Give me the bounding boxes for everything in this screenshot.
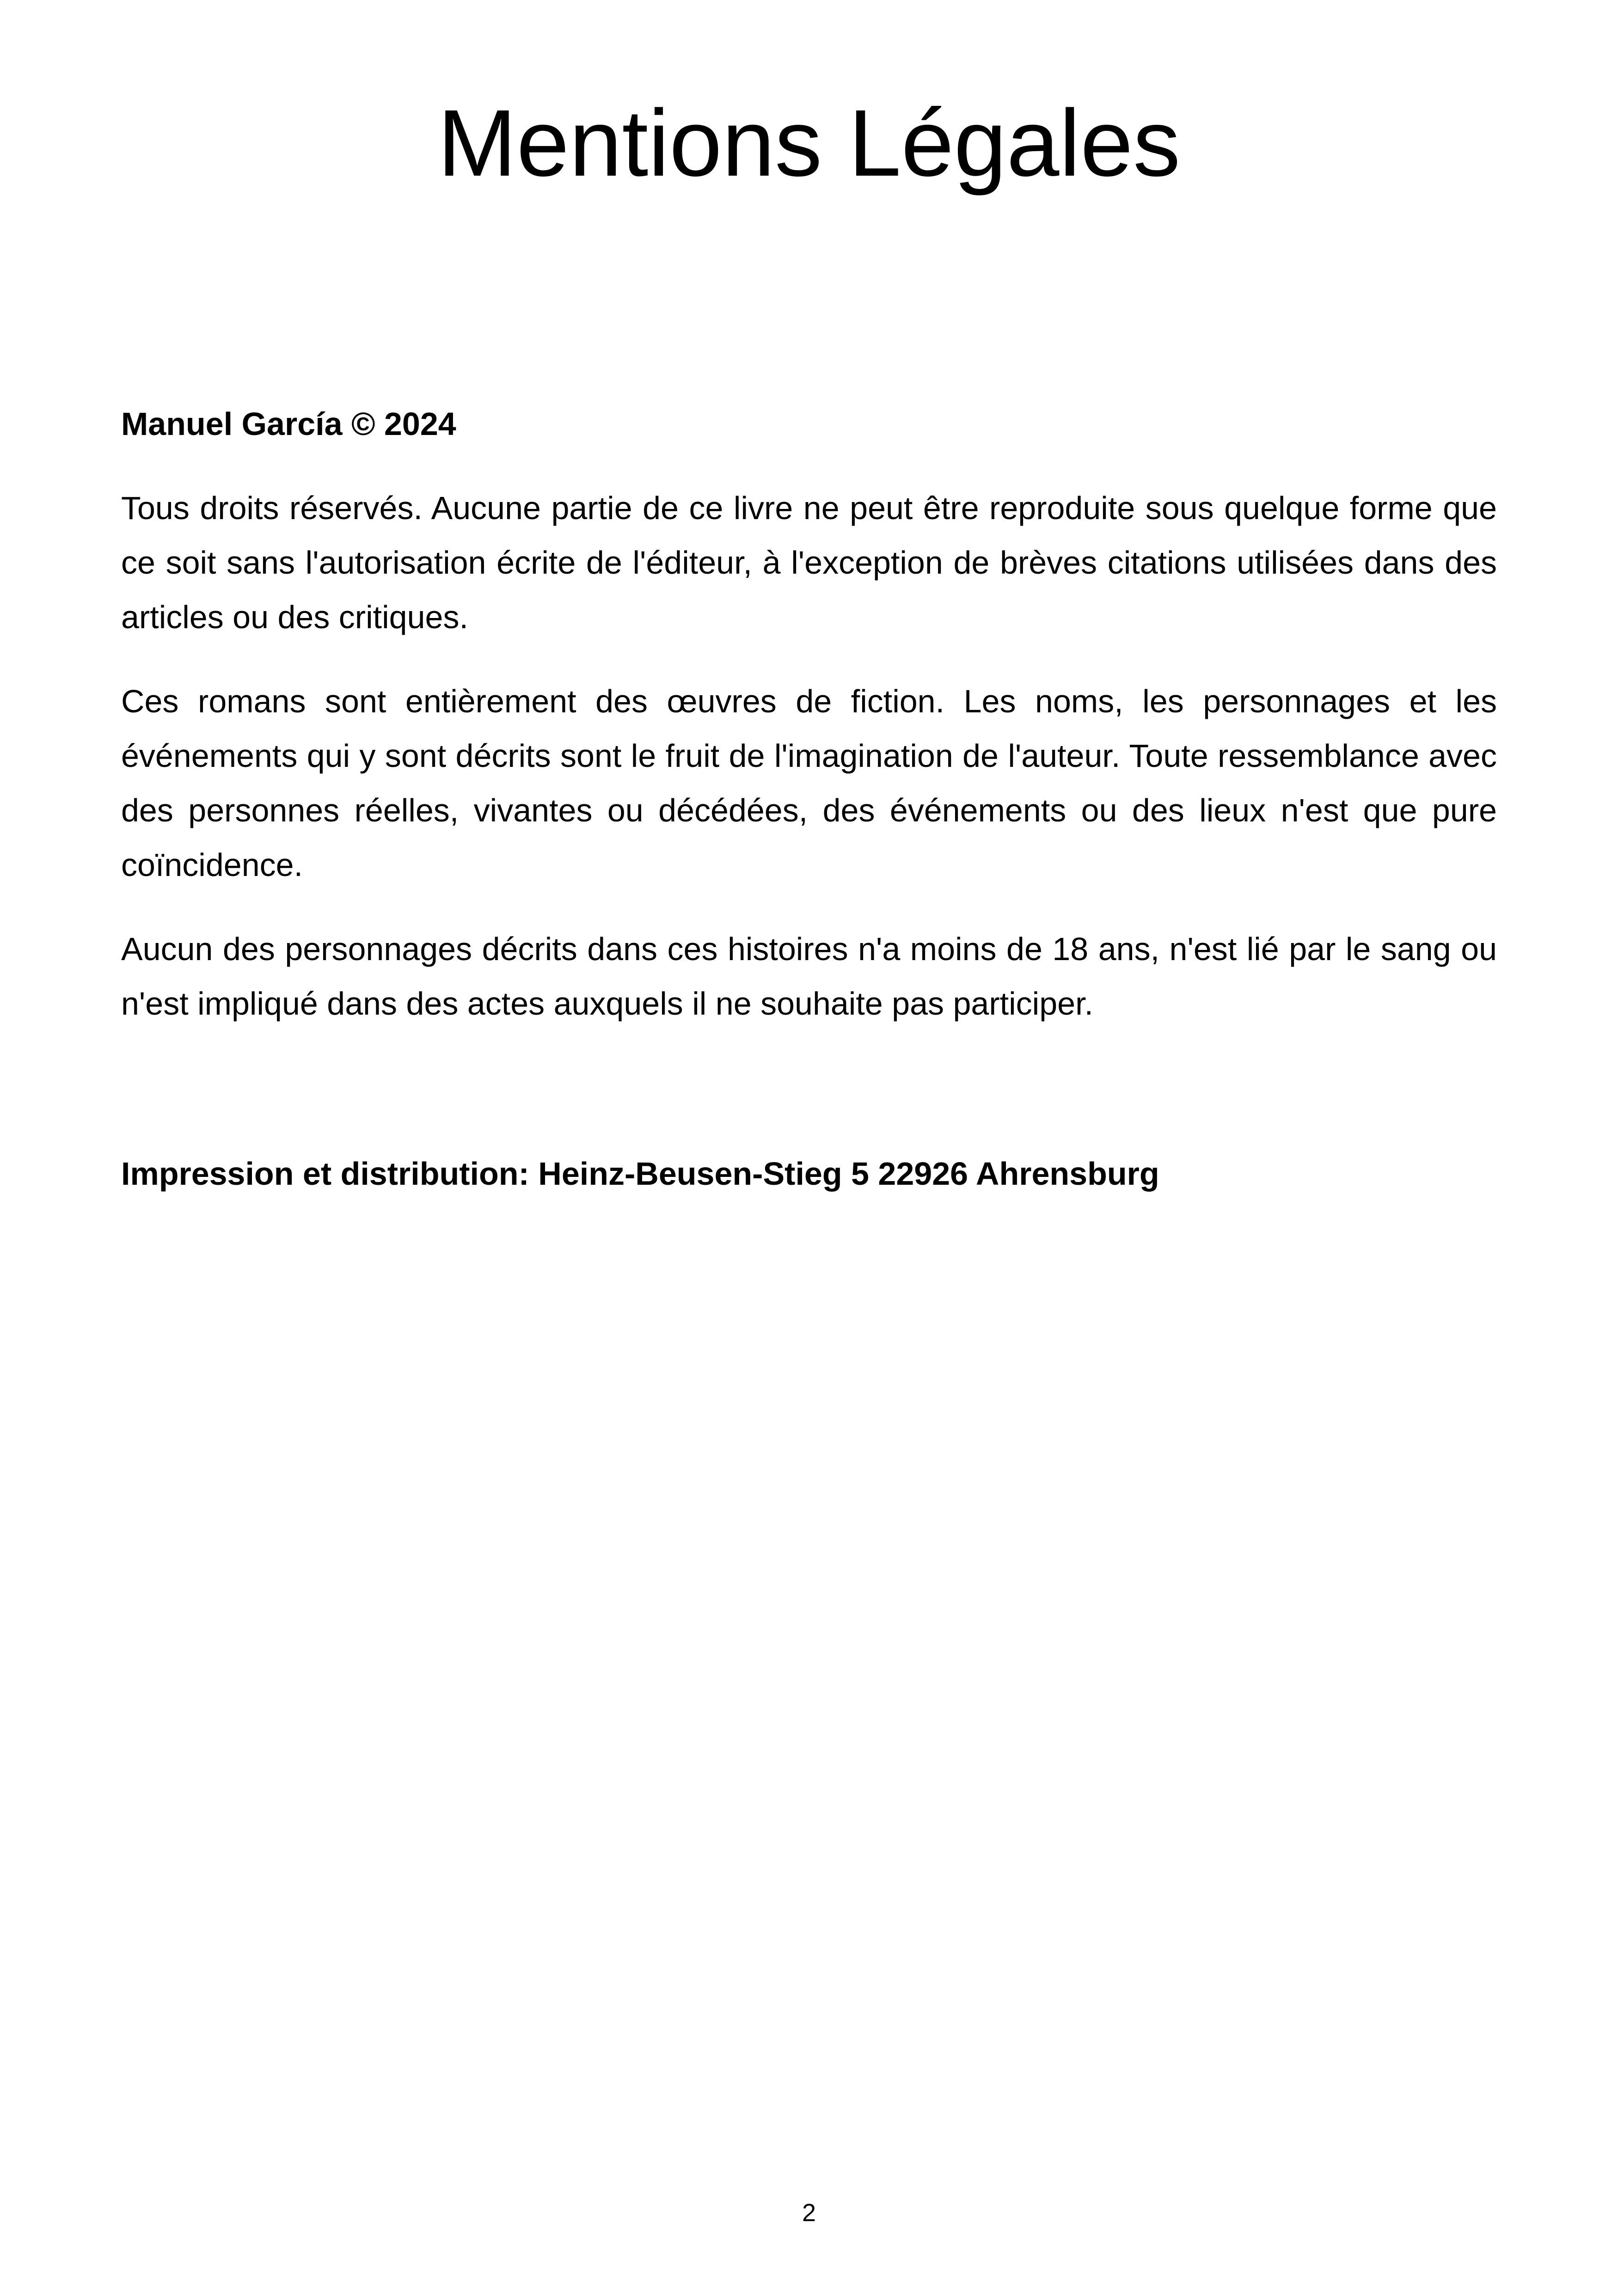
printer-address: Impression et distribution: Heinz-Beusen-Stieg 5 22926 Ahrensburg: [121, 1156, 1159, 1192]
age-disclaimer-paragraph: Aucun des personnages décrits dans ces histoires n'a moins de 18 ans, n'est lié par le sang ou n'est impliqué dans des actes auxquels il ne souhaite pas participer.: [121, 931, 1497, 1022]
page-title: Mentions Légales: [437, 90, 1181, 196]
rights-paragraph: Tous droits réservés. Aucune partie de ce livre ne peut être reproduite sous quelque forme que ce soit sans l'autorisation écrite de l'éditeur, à l'exception de brèves citations utilisées dans des articles ou des critiques.: [121, 490, 1497, 635]
fiction-disclaimer-paragraph: Ces romans sont entièrement des œuvres de fiction. Les noms, les personnages et les événements qui y sont décrits sont le fruit de l'imagination de l'auteur. Toute ressemblance avec des personnes réelles, vivantes ou décédées, des événements ou des lieux n'est que pure coïncidence.: [121, 683, 1497, 883]
copyright-line: Manuel García © 2024: [121, 406, 456, 442]
page-number: 2: [802, 2199, 816, 2227]
legal-content: [121, 397, 1497, 1201]
